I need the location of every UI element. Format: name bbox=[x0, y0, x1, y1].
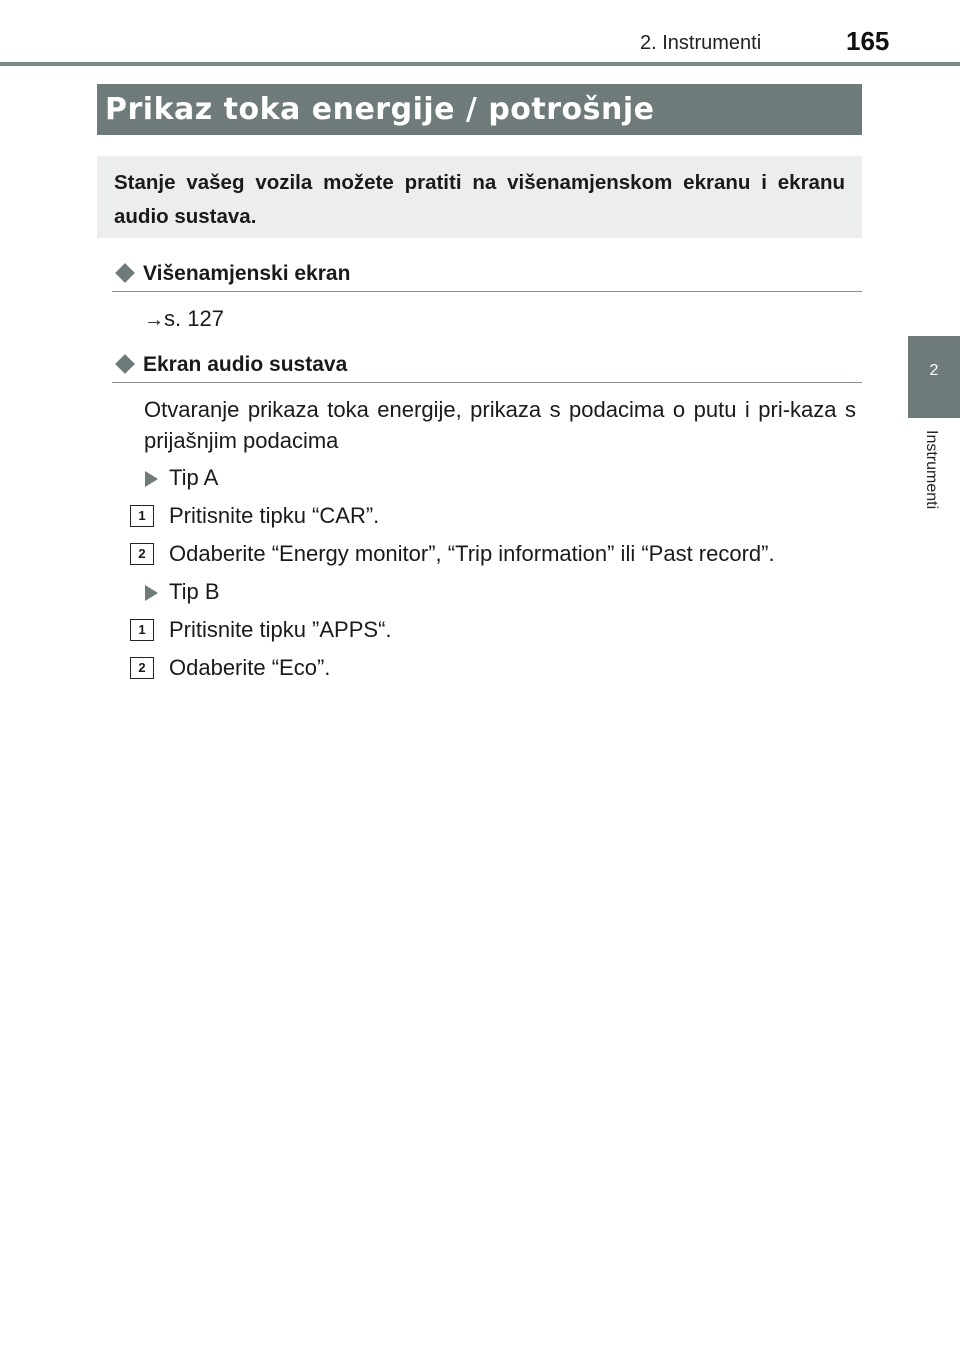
section-heading-multi-display bbox=[112, 260, 862, 292]
page-reference bbox=[144, 306, 224, 332]
section-description: Otvaranje prikaza toka energije, prikaza s podacima o putu i pri-kaza s prijašnjim podacima bbox=[144, 397, 856, 453]
step-text: Odaberite “Eco”. bbox=[169, 655, 331, 680]
triangle-bullet-icon bbox=[145, 585, 158, 601]
section-title: Višenamjenski ekran bbox=[143, 262, 351, 285]
page-reference-text: s. 127 bbox=[164, 306, 224, 331]
type-label: Tip A bbox=[169, 465, 219, 490]
step-text: Pritisnite tipku “CAR”. bbox=[169, 503, 380, 528]
type-label: Tip B bbox=[169, 579, 220, 604]
header-divider bbox=[0, 62, 960, 66]
intro-box: Stanje vašeg vozila možete pratiti na višenamjenskom ekranu i ekranu audio sustava. bbox=[97, 156, 862, 238]
step-number-box: 2 bbox=[130, 657, 154, 679]
step-text: Odaberite “Energy monitor”, “Trip information” ili “Past record”. bbox=[169, 541, 775, 566]
chapter-tab bbox=[908, 336, 960, 418]
section-heading-audio-display bbox=[112, 351, 862, 383]
step-number-box: 2 bbox=[130, 543, 154, 565]
step-number-box: 1 bbox=[130, 619, 154, 641]
diamond-bullet-icon bbox=[115, 354, 135, 374]
step-number-box: 1 bbox=[130, 505, 154, 527]
chapter-tab-label: Instrumenti bbox=[923, 430, 940, 510]
header-section-title: 2. Instrumenti bbox=[640, 32, 762, 54]
chapter-tab-number: 2 bbox=[929, 362, 939, 379]
page-title: Prikaz toka energije / potrošnje bbox=[97, 84, 862, 135]
triangle-bullet-icon bbox=[145, 471, 158, 487]
step-text: Pritisnite tipku ”APPS“. bbox=[169, 617, 392, 642]
diamond-bullet-icon bbox=[115, 263, 135, 283]
section-title: Ekran audio sustava bbox=[143, 353, 348, 376]
page-number: 165 bbox=[846, 26, 890, 56]
arrow-right-icon: → bbox=[144, 309, 164, 331]
